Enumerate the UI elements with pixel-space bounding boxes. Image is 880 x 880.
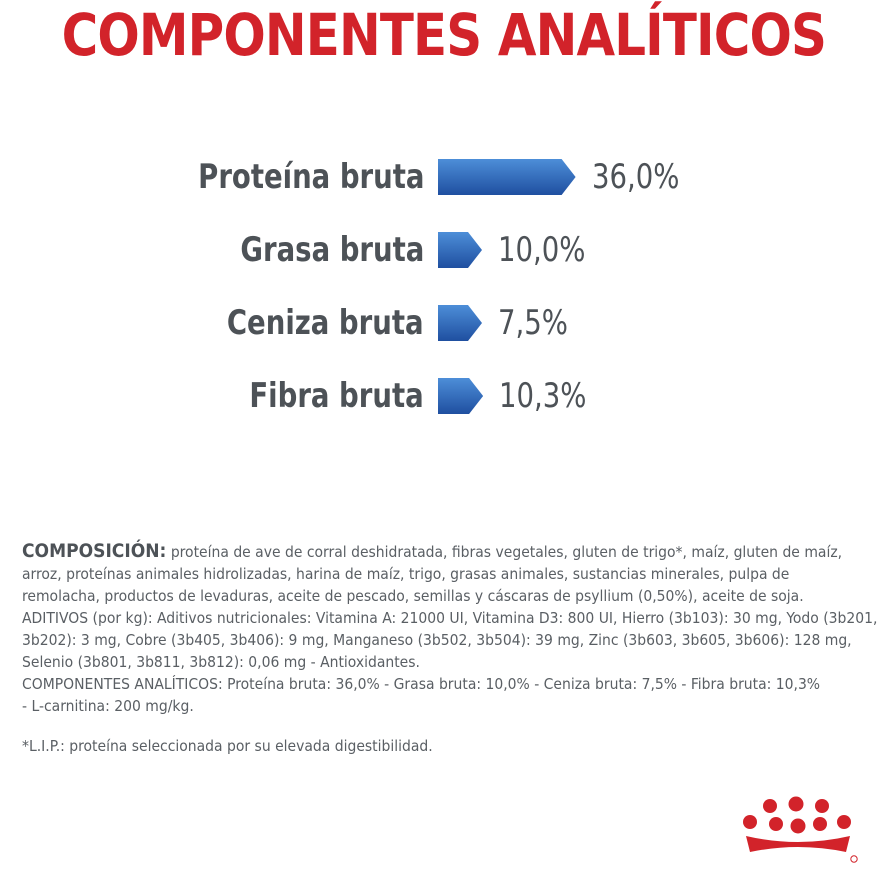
component-bar-shape <box>438 232 482 268</box>
composition-line <box>22 540 862 563</box>
additives-line: Selenio (3b801, 3b811, 3b812): 0,06 mg - Antioxidantes. <box>22 653 420 671</box>
component-label: Grasa bruta <box>240 230 424 270</box>
component-value: 7,5% <box>498 303 568 343</box>
component-value: 10,3% <box>499 376 587 416</box>
composition-heading: COMPOSICIÓN: <box>22 540 167 562</box>
component-bar-shape <box>438 305 482 341</box>
component-bar <box>438 305 482 341</box>
component-label: Ceniza bruta <box>227 303 424 343</box>
composition-line: arroz, proteínas animales hidrolizadas, harina de maíz, trigo, grasas animales, sustancias minerales, pulpa de <box>22 565 790 583</box>
composition-text-part: proteína de ave de corral deshidratada, fibras vegetales, gluten de trigo*, maíz, gluten de maíz, <box>170 543 843 561</box>
component-bar-shape <box>438 378 483 414</box>
analytical-components-line: COMPONENTES ANALÍTICOS: Proteína bruta: 36,0% - Grasa bruta: 10,0% - Ceniza bruta: 7,5% - Fibra bruta: 10,3% <box>22 675 821 693</box>
additives-line: 3b202): 3 mg, Cobre (3b405, 3b406): 9 mg, Manganeso (3b502, 3b504): 39 mg, Zinc (3b603, 3b605, 3b606): 128 mg, <box>22 631 852 649</box>
component-label: Proteína bruta <box>197 157 424 197</box>
component-bar-shape <box>438 159 576 195</box>
composition-line: remolacha, productos de levaduras, aceite de pescado, semillas y cáscaras de psyllium (0,50%), aceite de soja. <box>22 587 804 605</box>
component-row-protein <box>0 154 880 200</box>
component-row-fat <box>0 227 880 273</box>
component-bar <box>438 378 483 414</box>
component-label: Fibra bruta <box>249 376 424 416</box>
page-title: COMPONENTES ANALÍTICOS <box>61 1 827 69</box>
component-value: 36,0% <box>591 157 680 197</box>
additives-line: ADITIVOS (por kg): Aditivos nutricionales: Vitamina A: 21000 UI, Vitamina D3: 800 UI, Hierro (3b103): 30 mg, Yodo (3b201, <box>22 609 878 627</box>
component-row-fiber <box>0 373 880 419</box>
analytical-components-line: - L-carnitina: 200 mg/kg. <box>22 697 194 715</box>
royal-canin-crown-logo-icon <box>736 796 862 866</box>
component-bar <box>438 232 482 268</box>
footnote: *L.I.P.: proteína seleccionada por su elevada digestibilidad. <box>22 737 433 755</box>
composition-text <box>22 540 878 717</box>
component-bar <box>438 159 576 195</box>
component-value: 10,0% <box>498 230 586 270</box>
component-row-ash <box>0 300 880 346</box>
